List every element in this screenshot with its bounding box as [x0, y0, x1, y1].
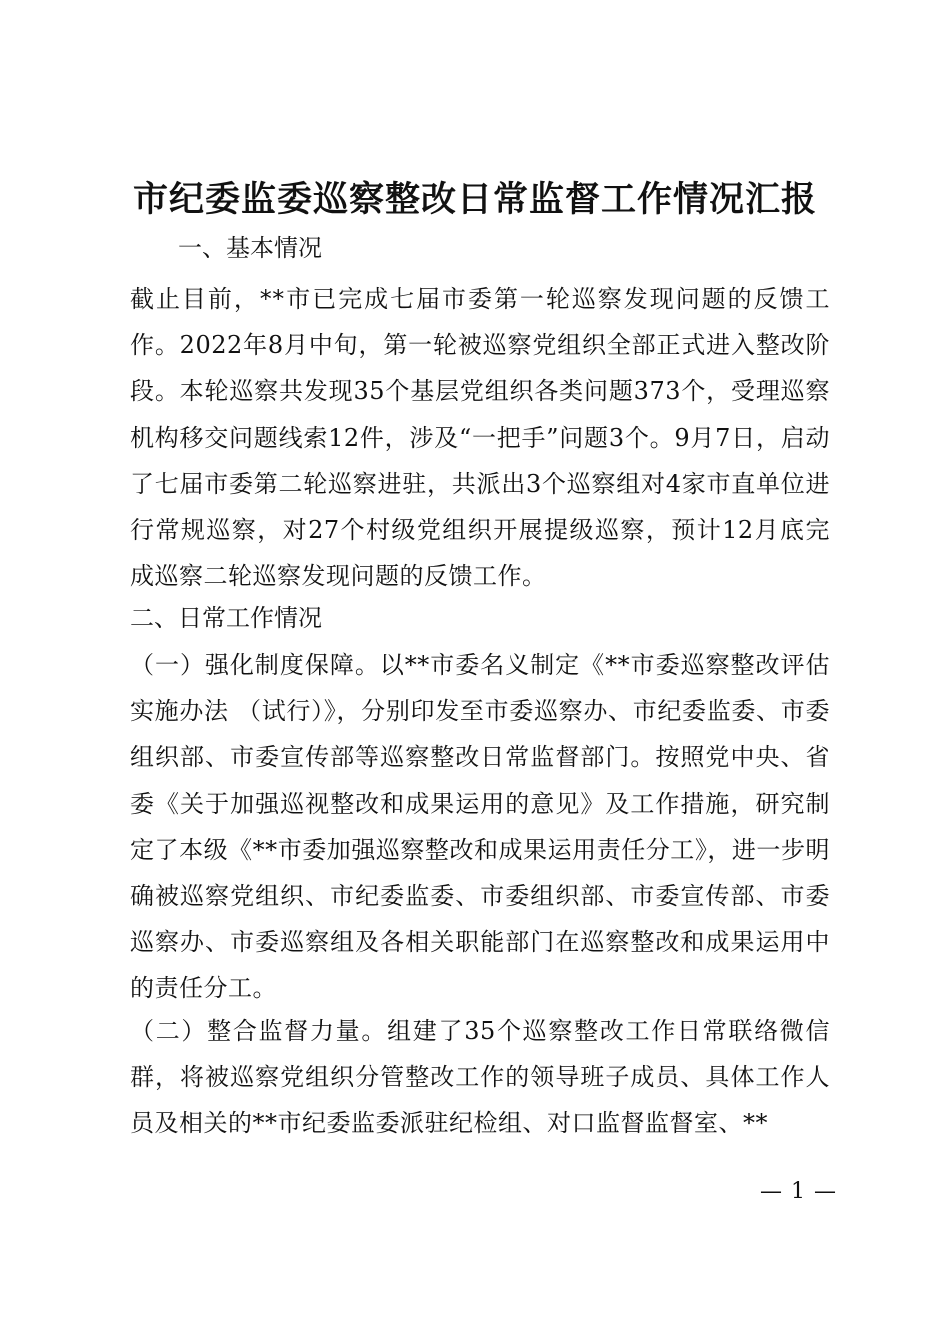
page-number: — 1 — — [760, 1179, 837, 1204]
paragraph-strengthen-system: （一）强化制度保障。以**市委名义制定《**市委巡察整改评估实施办法 （试行）》，分别印发至市委巡察办、市纪委监委、市委组织部、市委宣传部等巡察整改日常监督部门。按照党中央、省委《关于加强巡视整改和成果运用的意见》及工作措施，研究制定了本级《**市委加强巡察整改和成果运用责任分工》，进一步明确被巡察党组织、市纪委监委、市委组织部、市委宣传部、市委巡察办、市委巡察组及各相关职能部门在巡察整改和成果运用中的责任分工。 — [130, 651, 830, 1003]
paragraph-lead-text: 截止目前，**市已完成七届市委第一轮巡察发现问题的反馈工作 — [130, 285, 830, 360]
paragraph-integrate-supervision: （二）整合监督力量。组建了35个巡察整改工作日常联络微信群，将被巡察党组织分管整改工作的领导班子成员、具体工作人员及相关的**市纪委监委派驻纪检组、对口监督监督室、** — [130, 1017, 830, 1138]
section-heading-daily-work: 二、日常工作情况 — [130, 604, 322, 632]
section-heading-basic-situation: 一、基本情况 — [178, 234, 322, 262]
paragraph-body-text: 。2022年8月中旬，第一轮被巡察党组织全部正式进入整改阶段。本轮巡察共发现35个基层党组织各类问题373个，受理巡察机构移交问题线索12件，涉及“一把手”问题3个。9月7日，启动了七届市委第二轮巡察进驻，共派出3个巡察组对4家市直单位进行常规巡察，对27个村级党组织开展提级巡察，预计12月底完成巡察二轮巡察发现问题的反馈工作。 — [130, 331, 830, 591]
paragraph-basic-situation — [130, 276, 830, 599]
document-title: 市纪委监委巡察整改日常监督工作情况汇报 — [132, 179, 817, 220]
